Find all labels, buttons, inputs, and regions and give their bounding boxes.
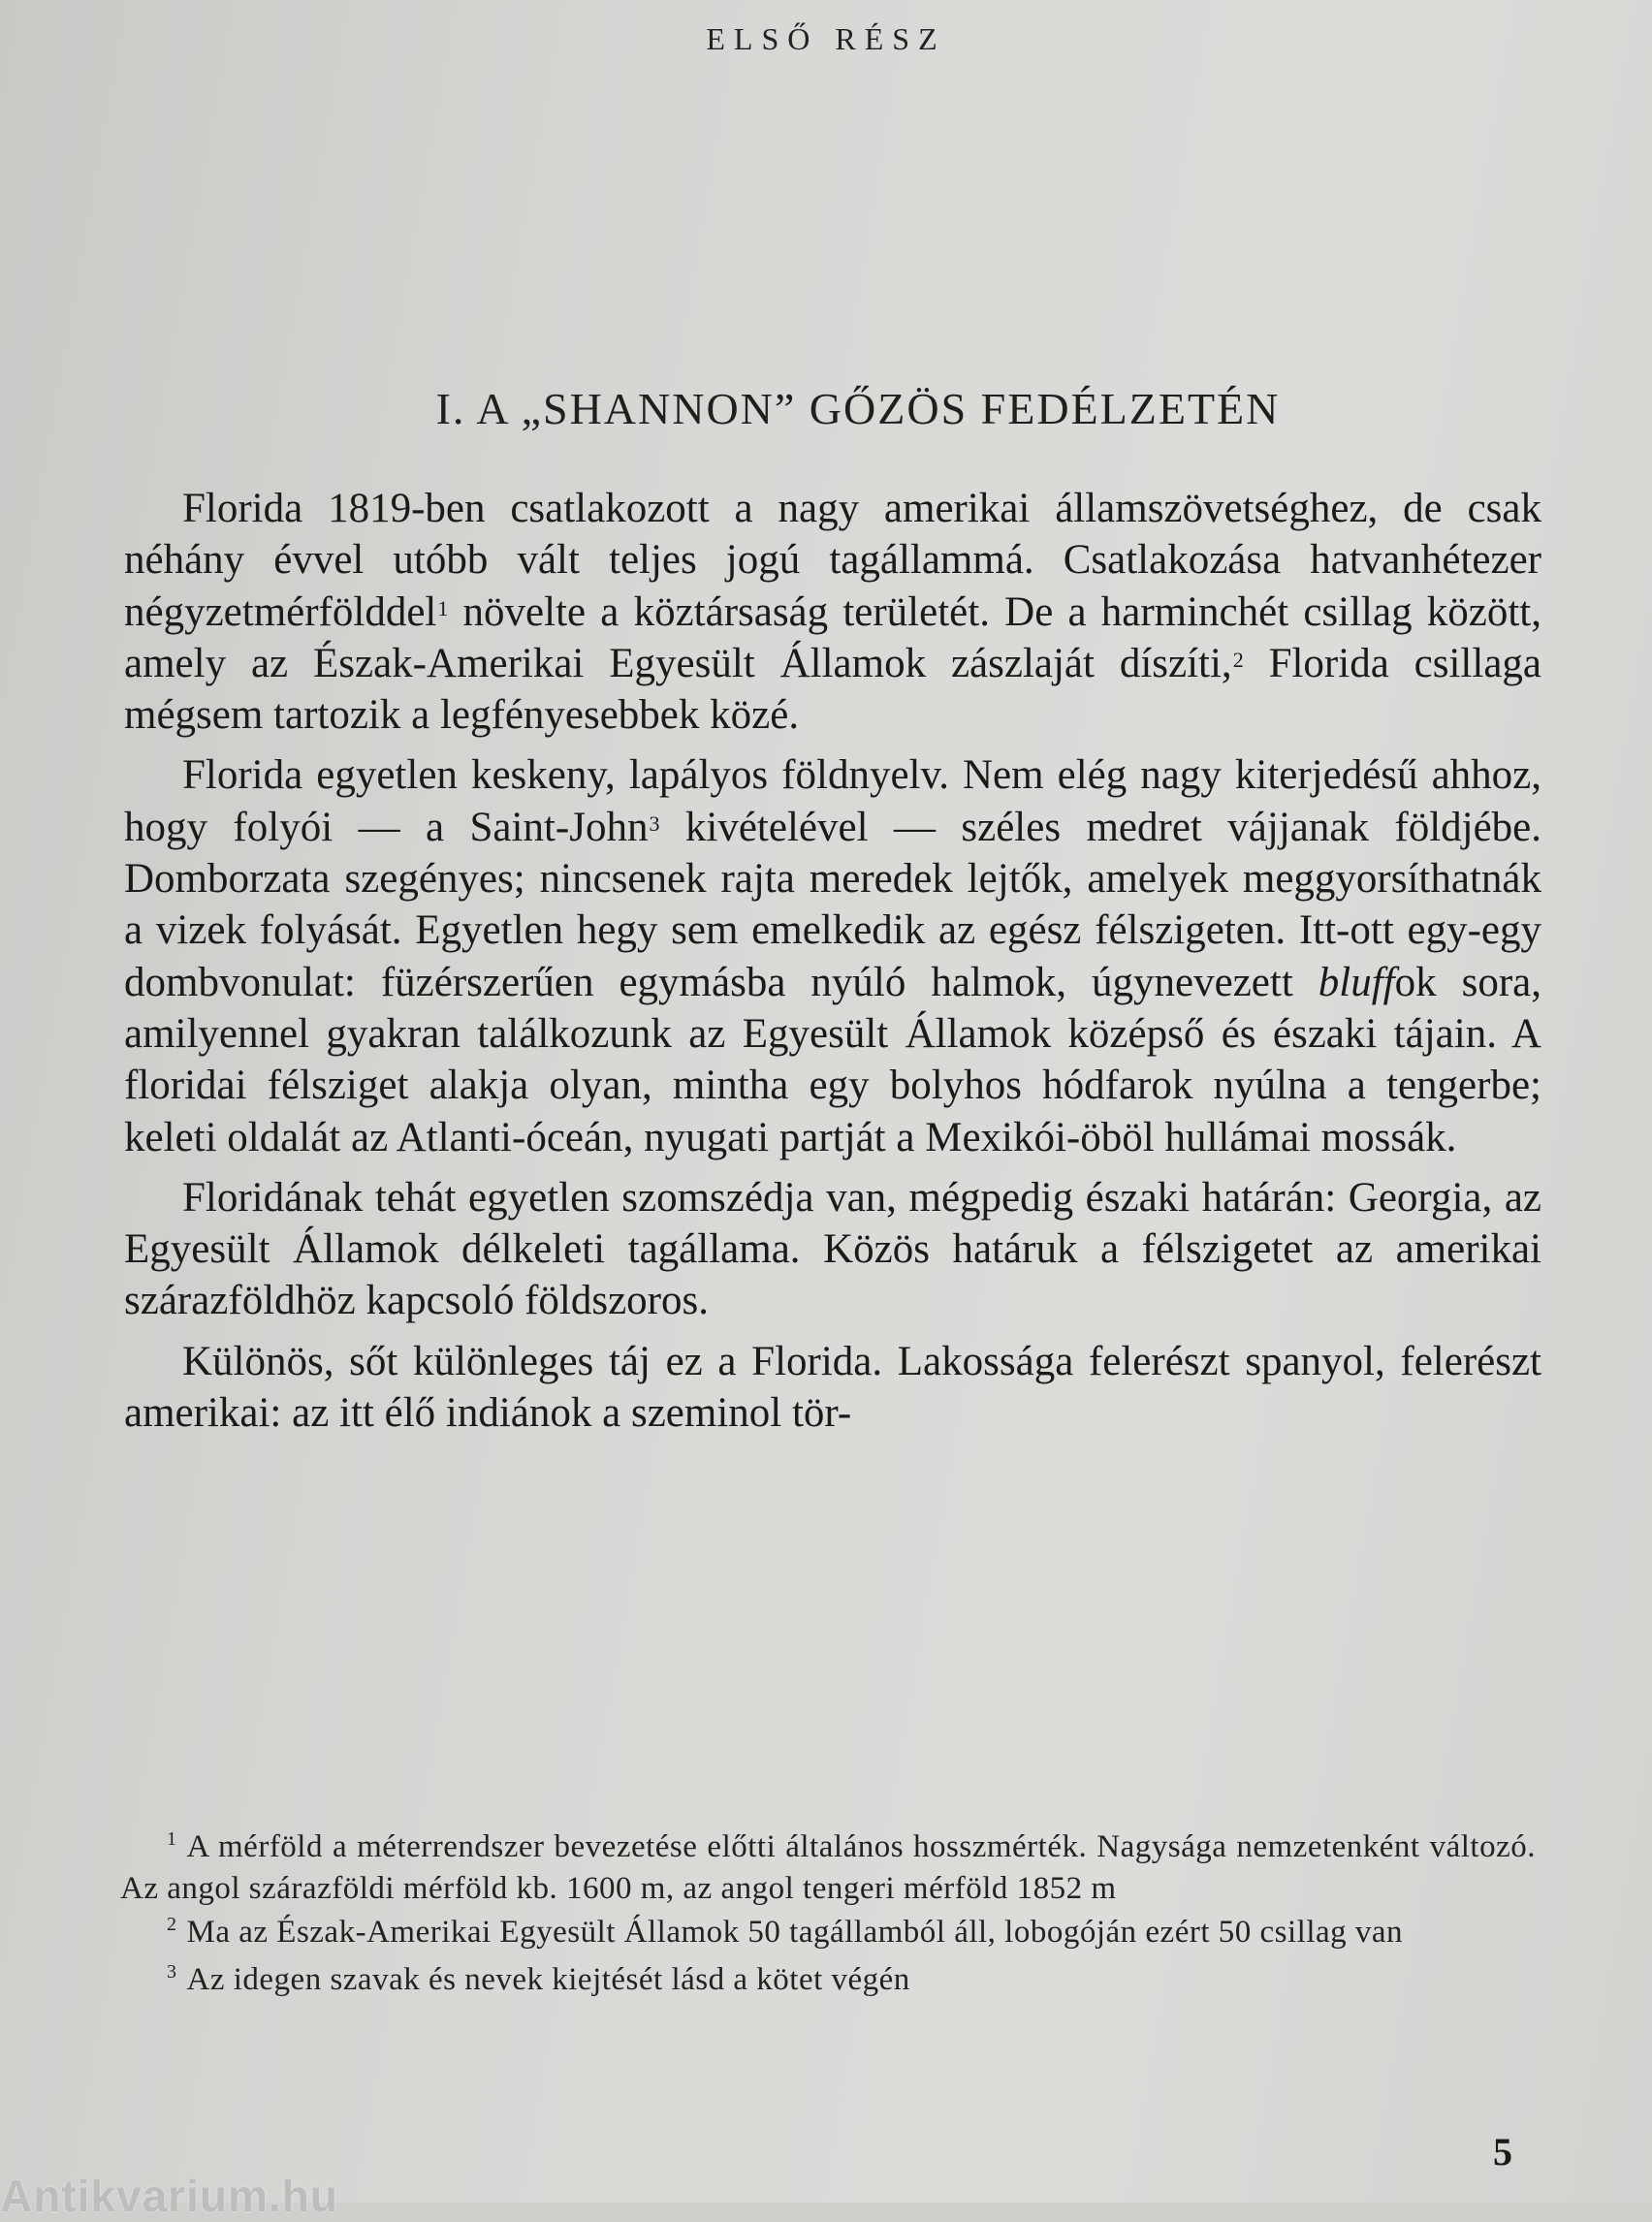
chapter-title: I. A „SHANNON” GŐZÖS FEDÉLZETÉN bbox=[435, 384, 1281, 433]
paragraph-1-part-b: növelte a köztársaság területét. De a harminchét csillag között, amely az Észak-Amerikai Egyesült Államok zászlaját díszíti, bbox=[124, 588, 1541, 686]
footnote-1 bbox=[120, 1828, 1536, 1908]
footnote-text: Ma az Észak-Amerikai Egyesült Államok 50 tagállamból áll, lobogóján ezért 50 csillag van bbox=[186, 1915, 1404, 1950]
footnote-mark: 1 bbox=[167, 1828, 177, 1850]
paragraph-1-part-c: Florida csillaga mégsem tartozik a legfényesebbek közé. bbox=[124, 640, 1541, 739]
footnote-mark: 2 bbox=[167, 1914, 177, 1935]
footnotes bbox=[120, 1828, 1536, 2009]
body-text bbox=[124, 483, 1541, 1447]
paragraph-2-part-c: ok sora, amilyennel gyakran találkozunk az Egyesült Államok középső és északi tájain. A floridai félsziget alakja olyan, mintha egy bolyhos hódfarok nyúlna a tengerbe; keleti oldalát az Atlanti-óceán, nyugati partját a Mexikói-öböl hullámai mossák. bbox=[124, 959, 1542, 1160]
footnote-2 bbox=[120, 1914, 1536, 1955]
page-number: 5 bbox=[1493, 2130, 1512, 2174]
paragraph-1 bbox=[124, 483, 1541, 741]
footnote-3 bbox=[120, 1961, 1536, 2003]
running-head: ELSŐ RÉSZ bbox=[706, 21, 946, 56]
footnote-mark: 3 bbox=[167, 1961, 177, 1983]
italic-term: bluff bbox=[1318, 959, 1395, 1005]
footnote-text: Az idegen szavak és nevek kiejtését lásd a kötet végén bbox=[186, 1962, 910, 1997]
footnote-ref-3: 3 bbox=[649, 810, 660, 836]
paragraph-2-part-a: Florida egyetlen keskeny, lapályos földnyelv. Nem elég nagy kiterjedésű ahhoz, hogy folyói — a Saint-John bbox=[124, 752, 1541, 850]
footnote-text: A mérföld a méterrendszer bevezetése előtti általános hosszmérték. Nagysága nemzetenként változó. Az angol szárazföldi mérföld kb. 1600 m, az angol tengeri mérföld 1852 m bbox=[120, 1829, 1536, 1906]
footnote-ref-2: 2 bbox=[1232, 647, 1244, 672]
paragraph-3: Floridának tehát egyetlen szomszédja van, mégpedig északi határán: Georgia, az Egyesült Államok délkeleti tagállama. Közös határuk a félszigetet az amerikai szárazföldhöz kapcsoló földszoros. bbox=[124, 1174, 1541, 1324]
paragraph-1-part-a: Florida 1819-ben csatlakozott a nagy amerikai államszövetséghez, de csak néhány évvel utóbb vált teljes jogú tagállammá. Csatlakozása hatvanhétezer négyzetmérfölddel bbox=[124, 486, 1541, 635]
paragraph-2-part-b: kivételével — széles medret vájjanak földjébe. Domborzata szegényes; nincsenek rajta meredek lejtők, amelyek meggyorsíthatnák a vizek folyását. Egyetlen hegy sem emelkedik az egész félszigeten. Itt-ott egy-egy dombvonulat: füzérszerűen egymásba nyúló halmok, úgynevezett bbox=[124, 804, 1542, 1005]
footnote-ref-1: 1 bbox=[437, 595, 449, 620]
paragraph-4: Különös, sőt különleges táj ez a Florida. Lakossága felerészt spanyol, felerészt amerikai: az itt élő indiánok a szeminol tör- bbox=[124, 1338, 1541, 1437]
watermark: Antikvarium.hu bbox=[0, 2171, 338, 2221]
paragraph-2 bbox=[124, 749, 1541, 1162]
